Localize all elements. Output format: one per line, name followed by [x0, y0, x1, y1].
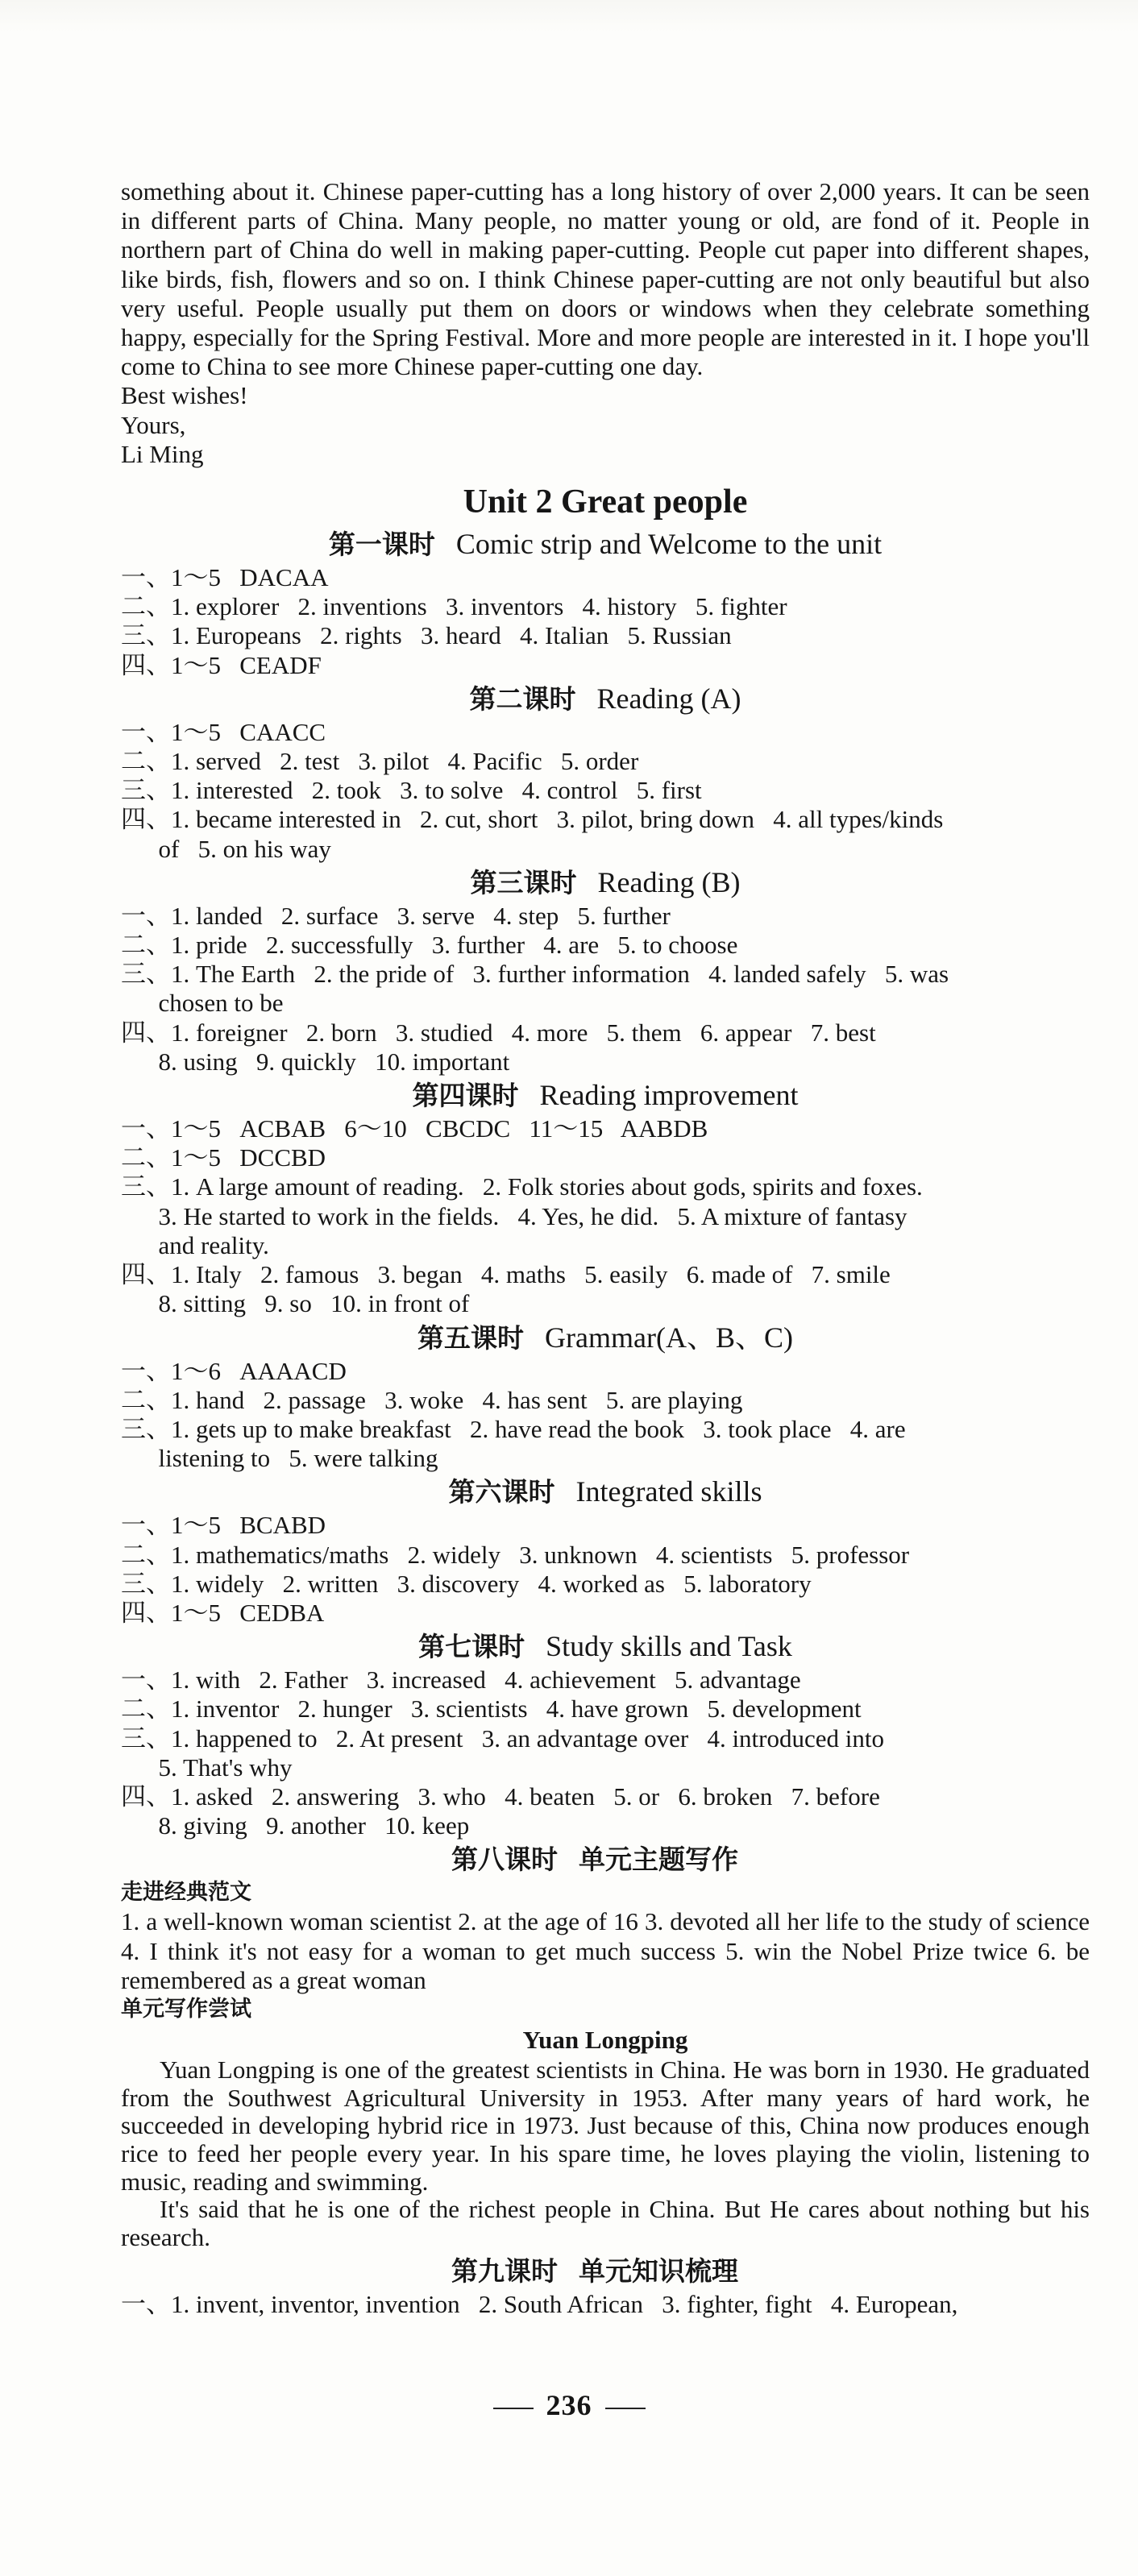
answer-line: 一、1. with 2. Father 3. increased 4. achievement 5. advantage: [121, 1665, 801, 1695]
answer-line: 二、1. pride 2. successfully 3. further 4. are 5. to choose: [121, 931, 738, 960]
answer-line: 三、1. A large amount of reading. 2. Folk stories about gods, spirits and foxes.: [121, 1172, 923, 1201]
lesson-title: [121, 680, 1090, 718]
answer-line: 三、1. happened to 2. At present 3. an advantage over 4. introduced into: [121, 1724, 884, 1753]
lesson-title: [121, 864, 1090, 902]
lesson-number: 第五课时: [417, 1321, 525, 1354]
lesson-block: [121, 1628, 1090, 1840]
answer-line: 四、1. Italy 2. famous 3. began 4. maths 5. easily 6. made of 7. smile: [121, 1260, 891, 1289]
lesson-number: 第三课时: [470, 866, 577, 898]
essay-paragraph-1: Yuan Longping is one of the greatest scientists in China. He was born in 1930. He graduated from the Southwest Agricultural University in 1953. After many years of hard work, he succeeded in developing hybrid rice in 1973. Just because of this, China now produces enough rice to feed her people every year. In his spare time, he loves playing the violin, listening to music, reading and swimming.: [121, 2055, 1090, 2196]
lesson-number: 第二课时: [469, 682, 576, 715]
answer-line: 四、1. became interested in 2. cut, short 3. pilot, bring down 4. all types/kinds: [121, 805, 944, 834]
answer-line: 二、1. explorer 2. inventions 3. inventors 4. history 5. fighter: [121, 592, 787, 621]
lesson-title: [121, 2252, 1090, 2290]
answer-line: 三、1. gets up to make breakfast 2. have read the book 3. took place 4. are: [121, 1414, 906, 1443]
lesson-topic: Grammar(A、B、C): [545, 1321, 793, 1354]
lesson-block: [121, 1319, 1090, 1474]
writing-try-heading: 单元写作尝试: [121, 1996, 251, 2022]
page-number-text: 236: [546, 2389, 592, 2421]
lesson-number: 第七课时: [418, 1631, 525, 1663]
page-number: [0, 2388, 1138, 2422]
answer-line: 四、1～5 CEADF: [121, 650, 322, 679]
lesson-block: [121, 864, 1090, 1076]
answer-line: 3. He started to work in the fields. 4. Yes, he did. 5. A mixture of fantasy: [121, 1201, 907, 1230]
lesson-number: 第九课时: [451, 2255, 558, 2287]
answer-line: 5. That's why: [121, 1753, 293, 1782]
answer-line: 二、1. hand 2. passage 3. woke 4. has sent 5. are playing: [121, 1385, 743, 1414]
lesson-topic: Comic strip and Welcome to the unit: [455, 528, 883, 561]
lesson-title: [121, 1840, 1090, 1878]
lesson-title: [121, 1076, 1090, 1114]
letter-name: Li Ming: [121, 439, 204, 468]
answer-line: 四、1～5 CEDBA: [121, 1598, 325, 1627]
essay-paragraph-2: It's said that he is one of the richest people in China. But He cares about nothing but his research.: [121, 2195, 1090, 2252]
lesson-title: [121, 1319, 1090, 1357]
lesson-title: [121, 1473, 1090, 1511]
answer-line: 一、1～5 DACAA: [121, 563, 329, 592]
lesson-block: [121, 680, 1090, 864]
lesson-topic: 单元主题写作: [579, 1844, 738, 1876]
lesson-topic: Integrated skills: [575, 1475, 762, 1508]
answer-line: chosen to be: [121, 989, 284, 1018]
letter-signoff: Yours,: [121, 410, 186, 439]
answer-line: of 5. on his way: [121, 834, 331, 863]
answer-line: 二、1～5 DCCBD: [121, 1143, 326, 1172]
answer-line: 一、1～5 CAACC: [121, 717, 326, 746]
answer-line: 三、1. The Earth 2. the pride of 3. further information 4. landed safely 5. was: [121, 960, 949, 989]
dash-right: [605, 2408, 646, 2409]
answer-line: 一、1～5 BCABD: [121, 1511, 326, 1540]
lesson-title: [121, 525, 1090, 563]
answer-line: 三、1. Europeans 2. rights 3. heard 4. Italian 5. Russian: [121, 621, 732, 650]
dash-left: [493, 2408, 534, 2409]
lesson-topic: 单元知识梳理: [579, 2255, 738, 2287]
lesson-block: [121, 1473, 1090, 1628]
essay-title: Yuan Longping: [522, 2025, 688, 2054]
lesson-number: 第六课时: [448, 1476, 555, 1508]
model-essay-answers: 1. a well-known woman scientist 2. at the age of 16 3. devoted all her life to the study of science 4. I think it's not easy for a woman to get much success 5. win the Nobel Prize twice 6. be remembered as a great woman: [121, 1907, 1090, 1994]
answer-line: 四、1. foreigner 2. born 3. studied 4. more 5. them 6. appear 7. best: [121, 1018, 876, 1047]
answer-line: 8. giving 9. another 10. keep: [121, 1811, 470, 1840]
answer-line: 8. using 9. quickly 10. important: [121, 1047, 510, 1076]
answer-line: 一、1. invent, inventor, invention 2. South African 3. fighter, fight 4. European,: [121, 2289, 958, 2318]
unit-title: Unit 2 Great people: [463, 483, 748, 521]
lesson-block: [121, 1076, 1090, 1318]
lesson-topic: Reading (A): [596, 682, 741, 715]
lesson-topic: Study skills and Task: [546, 1630, 792, 1663]
lesson-topic: Reading (B): [597, 865, 741, 898]
lesson-number: 第八课时: [451, 1844, 558, 1876]
answer-line: and reality.: [121, 1230, 269, 1259]
answer-line: 三、1. widely 2. written 3. discovery 4. worked as 5. laboratory: [121, 1569, 812, 1598]
answer-line: 一、1. landed 2. surface 3. serve 4. step 5. further: [121, 901, 671, 930]
lesson-topic: Reading improvement: [539, 1079, 799, 1112]
answer-line: 一、1～6 AAAACD: [121, 1356, 347, 1385]
answer-line: listening to 5. were talking: [121, 1444, 438, 1473]
answer-line: 三、1. interested 2. took 3. to solve 4. control 5. first: [121, 776, 702, 805]
lesson-block: [121, 525, 1090, 680]
review-lesson: [121, 2252, 1090, 2319]
letter-closing: Best wishes!: [121, 381, 248, 410]
answer-line: 四、1. asked 2. answering 3. who 4. beaten 5. or 6. broken 7. before: [121, 1782, 880, 1811]
answer-line: 二、1. inventor 2. hunger 3. scientists 4. have grown 5. development: [121, 1695, 862, 1724]
letter-body: something about it. Chinese paper-cutting has a long history of over 2,000 years. It can be seen in different parts of China. Many people, no matter young or old, are fond of it. People in northern part of China do well in making paper-cutting. People cut paper into different shapes, like birds, fish, flowers and so on. I think Chinese paper-cutting are not only beautiful but also very useful. People usually put them on doors or windows when they celebrate something happy, especially for the Spring Festival. More and more people are interested in it. I hope you'll come to China to see more Chinese paper-cutting one day.: [121, 177, 1090, 381]
writing-lesson: [121, 1840, 1090, 2252]
answer-line: 二、1. served 2. test 3. pilot 4. Pacific 5. order: [121, 747, 639, 776]
answer-line: 一、1～5 ACBAB 6～10 CBCDC 11～15 AABDB: [121, 1114, 708, 1143]
answer-line: 二、1. mathematics/maths 2. widely 3. unknown 4. scientists 5. professor: [121, 1540, 910, 1569]
answer-line: 8. sitting 9. so 10. in front of: [121, 1289, 470, 1318]
lesson-list: [121, 525, 1090, 1840]
lesson-number: 第四课时: [412, 1080, 519, 1112]
model-essay-heading: 走进经典范文: [121, 1880, 251, 1906]
lesson-number: 第一课时: [328, 529, 435, 561]
lesson-title: [121, 1628, 1090, 1665]
